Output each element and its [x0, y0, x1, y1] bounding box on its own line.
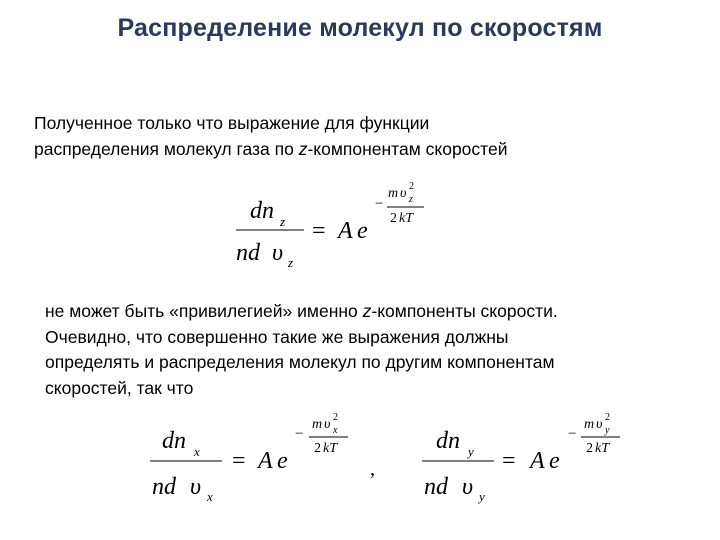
body-line-1-tail: -компоненты скорости.	[371, 301, 558, 321]
formula-z-den-sub: z	[288, 255, 294, 270]
formula-y	[418, 408, 648, 518]
formula-y-num-sub: y	[468, 444, 474, 459]
formula-x-kT: kT	[323, 441, 337, 456]
formula-separator: ,	[370, 458, 375, 480]
formula-x-two: 2	[314, 441, 321, 456]
formula-x-equals: =	[232, 448, 246, 474]
formula-x-e: e	[277, 448, 288, 474]
formula-y-exp-upsilon: υ	[596, 417, 603, 432]
formula-y-den-sub: y	[479, 489, 485, 504]
formula-z-dn: dn	[250, 198, 274, 224]
formula-x-upsilon: υ	[190, 474, 202, 500]
formula-x-nd: nd	[152, 474, 176, 500]
formula-y-nd: nd	[424, 474, 448, 500]
slide-title: Распределение молекул по скоростям	[117, 14, 603, 42]
formula-x-square: 2	[333, 412, 338, 423]
formula-y-square: 2	[605, 412, 610, 423]
formula-y-e: e	[549, 448, 560, 474]
formula-z-exp-sub: z	[409, 194, 413, 205]
z-variable-2: z	[362, 301, 372, 321]
formula-x-den-sub: x	[207, 489, 213, 504]
formula-x	[148, 408, 378, 518]
body-line-1	[45, 299, 715, 325]
intro-line-2-text: распределения молекул газа по	[34, 138, 299, 159]
formula-y-minus: −	[568, 426, 577, 442]
formula-y-equals: =	[502, 448, 516, 474]
formula-x-A: A	[258, 448, 273, 474]
formula-z-upsilon: υ	[272, 240, 284, 266]
body-line-4: скоростей, так что	[45, 377, 194, 398]
formula-y-exp-sub: y	[605, 425, 610, 436]
formula-z-two: 2	[390, 211, 397, 226]
formula-z-nd: nd	[236, 240, 260, 266]
formula-x-num-sub: x	[194, 444, 200, 459]
formula-z-num-sub: z	[280, 214, 286, 229]
formula-z-equals: =	[312, 218, 326, 244]
formula-z-m: m	[388, 186, 399, 201]
body-line-3: определять и распределения молекул по другим компонентам	[45, 352, 555, 372]
formula-y-upsilon: υ	[462, 474, 474, 500]
formula-y-m: m	[584, 417, 595, 432]
body-line-2: Очевидно, что совершенно такие же выражения должны	[45, 326, 509, 347]
formula-y-dn: dn	[436, 428, 460, 454]
formula-y-kT: kT	[595, 441, 609, 456]
formula-x-exp-sub: x	[333, 425, 338, 436]
intro-line-2-tail: -компонентам скоростей	[307, 138, 508, 159]
formula-x-exp-upsilon: υ	[324, 417, 331, 432]
formula-x-minus: −	[295, 426, 304, 442]
formula-y-two: 2	[586, 441, 593, 456]
formula-z-exp-upsilon: υ	[400, 186, 407, 201]
formula-z-kT: kT	[399, 211, 413, 226]
intro-line-1: Полученное только что выражение для функции	[34, 113, 430, 133]
z-variable: z	[298, 138, 308, 159]
formula-z	[228, 176, 458, 276]
intro-paragraph	[34, 111, 508, 162]
body-line-1-text: не может быть «привилегией» именно	[45, 301, 363, 321]
body-paragraph	[45, 299, 715, 401]
formula-y-A: A	[530, 448, 545, 474]
intro-line-2	[34, 137, 508, 163]
formula-z-minus: −	[375, 196, 384, 212]
formula-z-e: e	[357, 218, 368, 244]
formula-x-m: m	[312, 417, 323, 432]
formula-x-dn: dn	[162, 428, 186, 454]
formula-z-A: A	[338, 218, 353, 244]
formula-z-square: 2	[409, 181, 414, 192]
